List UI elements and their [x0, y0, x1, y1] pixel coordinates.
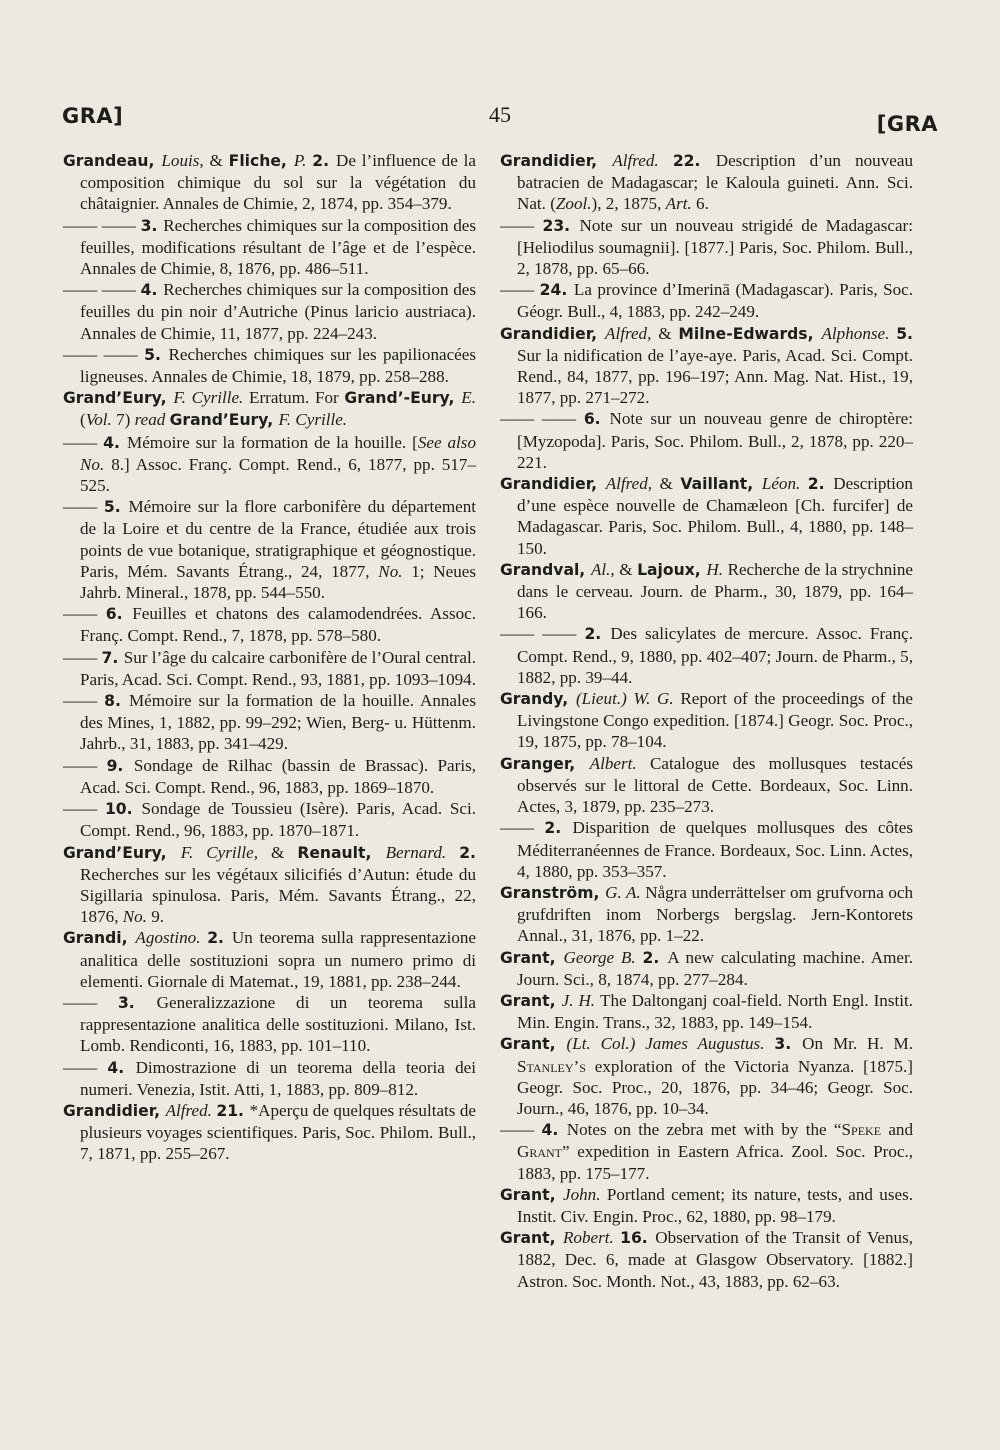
bibliography-entry	[500, 817, 913, 882]
entry-number: 22.	[672, 152, 716, 170]
entry-text: Sur la nidification de l’aye-aye. Paris, Acad. Sci. Compt. Rend., 84, 1877, pp. 196–197; Ann. Mag. Nat. Hist., 19, 1877, pp. 271–272.	[517, 345, 913, 408]
bibliography-entry	[500, 1184, 913, 1227]
entry-text: —— ——	[63, 280, 141, 300]
entry-text: Alphonse.	[821, 323, 897, 343]
entry-number: 7.	[101, 648, 124, 667]
entry-text: —— ——	[63, 344, 145, 364]
entry-text: La province d’Imerinā (Madagascar). Paris, Soc. Géogr. Bull., 4, 1883, pp. 242–249.	[517, 280, 913, 322]
entry-text: ——	[63, 647, 102, 667]
entry-text: Recherches sur les végétaux silicifiés d’Autun: étude du Sigillaria spinulosa. Paris, Mém. Savants Étrang., 22, 1876,	[80, 864, 476, 927]
right-column	[500, 150, 913, 1292]
bibliography-entry	[500, 882, 913, 947]
entry-text: Des salicylates de mercure. Assoc. Franç. Compt. Rend., 9, 1880, pp. 402–407; Journ. de Pharm., 5, 1882, pp. 39–44.	[517, 624, 914, 687]
bibliography-entry	[500, 990, 913, 1033]
entry-number: 10.	[104, 800, 142, 819]
bibliography-entry	[63, 387, 476, 431]
entry-text: Grant	[517, 1142, 563, 1162]
entry-text: Description d’une espèce nouvelle de Chamæleon [Ch. furcifer] de Madagascar. Paris, Soc. Philom. Bull., 4, 1880, pp. 148–150.	[517, 474, 913, 558]
entry-text: Speke	[841, 1120, 889, 1140]
entry-number: 23.	[542, 216, 580, 235]
entry-text: Zool.	[555, 194, 592, 214]
entry-number: 9.	[106, 756, 134, 775]
entry-text: Note sur un nouveau genre de chiroptère: [Myzopoda]. Paris, Soc. Philom. Bull., 2, 1878, pp. 220–221.	[517, 409, 914, 472]
entry-text: A new calculating machine. Amer. Journ. Sci., 8, 1874, pp. 277–284.	[517, 947, 914, 989]
entry-text: Recherches chimiques sur la composition des feuilles, modifications résultant de l’âge et de l’espèce. Annales de Chimie, 8, 1876, pp. 486–511.	[80, 215, 477, 279]
entry-text: Al.,	[590, 559, 620, 579]
entry-number: 3.	[774, 1035, 803, 1054]
author-name: Renault,	[297, 843, 386, 862]
author-name: Vaillant,	[680, 475, 762, 494]
entry-text: and	[888, 1120, 914, 1140]
bibliography-entry	[63, 1057, 476, 1100]
author-name: Grandidier,	[500, 152, 613, 170]
entry-text: H.	[706, 559, 728, 579]
entry-text: ——	[63, 604, 106, 624]
entry-text: P.	[293, 151, 313, 170]
author-name: Grand’Eury,	[63, 389, 174, 408]
bibliography-entry	[63, 755, 476, 798]
entry-text: Léon.	[761, 474, 808, 494]
author-name: Grant,	[500, 991, 562, 1010]
entry-text: John.	[562, 1184, 607, 1204]
entry-text: Albert.	[589, 753, 650, 773]
entry-text: —— ——	[500, 624, 585, 644]
entry-number: 2.	[544, 819, 573, 838]
entry-text: ——	[63, 992, 118, 1012]
entry-text: 9.	[151, 907, 165, 927]
bibliography-entry	[500, 215, 913, 280]
entry-text: *Aperçu de quelques résultats de plusieurs voyages scientifiques. Paris, Soc. Philom. Bull., 7, 1871, pp. 255–267.	[80, 1100, 476, 1164]
entry-number: 24.	[539, 281, 574, 300]
entry-text: (Lieut.) W. G.	[575, 689, 681, 709]
entry-text: J. H.	[561, 990, 601, 1010]
entry-number: 5.	[103, 498, 129, 517]
bibliography-entry	[500, 150, 913, 215]
entry-number: 2.	[642, 948, 668, 967]
entry-number: 2.	[459, 843, 476, 862]
entry-text: ——	[500, 818, 545, 838]
running-head-left: GRA]	[62, 104, 124, 128]
author-name: Grant,	[500, 1185, 563, 1204]
bibliography-entry	[63, 1100, 476, 1165]
bibliography-entry	[63, 150, 476, 215]
entry-text: Report of the proceedings of the Livingstone Congo expedition. [1874.] Geogr. Soc. Proc., 19, 1875, pp. 78–104.	[517, 689, 913, 752]
author-name: Grand’-Eury,	[344, 389, 462, 408]
entry-text: Feuilles et chatons des calamodendrées. Assoc. Franç. Compt. Rend., 7, 1878, pp. 578–580.	[80, 604, 476, 646]
entry-text: Alfred,	[605, 474, 660, 494]
entry-text: ——	[63, 755, 107, 775]
entry-text: Notes on the zebra met with by the “	[566, 1120, 842, 1140]
entry-text: Mémoire sur la formation de la houille. [	[127, 432, 418, 452]
entry-text: The Daltonganj coal-field. North Engl. Instit. Min. Engin. Trans., 32, 1883, pp. 149–154.	[517, 990, 914, 1033]
entry-text: Sondage de Rilhac (bassin de Brassac). Paris, Acad. Sci. Compt. Rend., 96, 1883, pp. 1869–1870.	[80, 755, 476, 797]
entry-text: ——	[500, 1120, 542, 1140]
author-name: Grandidier,	[500, 324, 606, 343]
author-name: Milne-Edwards,	[678, 324, 822, 343]
entry-number: 21.	[216, 1101, 250, 1120]
entry-number: 3.	[117, 993, 157, 1012]
entry-text: Sur l’âge du calcaire carbonifère de l’Oural central. Paris, Acad. Sci. Compt. Rend., 93, 1881, pp. 1093–1094.	[80, 647, 477, 689]
bibliography-entry	[500, 1119, 913, 1184]
author-name: Grant,	[500, 1035, 567, 1054]
entry-text: Description d’un nouveau batracien de Madagascar; le Kaloula guineti. Ann. Sci. Nat. (	[517, 151, 913, 214]
entry-text: Un teorema sulla rappresentazione analitica delle sostituzioni sopra un numero primo di elementi. Giornale di Matemat., 19, 1881, pp. 238–244.	[80, 928, 477, 991]
author-name: Grandeau,	[63, 152, 162, 170]
entry-text: —— ——	[63, 215, 141, 235]
entry-text: F. Cyrille.	[173, 388, 250, 408]
entry-text: ——	[63, 1057, 108, 1077]
entry-text: Bernard.	[385, 842, 460, 862]
entry-text: Agostino.	[135, 928, 208, 948]
entry-text: Alfred.	[612, 151, 673, 170]
entry-text: 1; Neues Jahrb. Mineral., 1878, pp. 544–550.	[80, 561, 476, 603]
bibliography-entry	[500, 1227, 913, 1292]
bibliography-entry	[63, 279, 476, 344]
author-name: Granger,	[500, 754, 590, 773]
author-name: Fliche,	[228, 152, 294, 170]
entry-text: Louis,	[161, 151, 210, 170]
bibliography-entry	[63, 344, 476, 387]
bibliography-entry	[63, 432, 476, 497]
entry-text: (	[80, 410, 86, 430]
entry-text: ——	[63, 691, 105, 711]
entry-text: F. Cyrille.	[278, 410, 348, 430]
entry-text: &	[658, 323, 679, 343]
entry-number: 4.	[103, 433, 128, 452]
entry-text: ——	[63, 799, 105, 819]
entry-text: ), 2, 1875,	[591, 194, 666, 214]
entry-text: 7)	[116, 410, 135, 430]
author-name: Lajoux,	[637, 560, 707, 579]
bibliography-entry	[63, 603, 476, 646]
entry-text: E.	[461, 388, 476, 408]
entry-text: Portland cement; its nature, tests, and uses. Instit. Civ. Engin. Proc., 62, 1880, pp. 98–179.	[517, 1184, 914, 1226]
author-name: Grandy,	[500, 690, 576, 709]
entry-text: ——	[500, 215, 543, 235]
entry-number: 2.	[312, 152, 336, 170]
bibliography-entry	[500, 473, 913, 559]
entry-text: Robert.	[562, 1228, 621, 1248]
entry-text: Observation of the Transit of Venus, 1882, Dec. 6, made at Glasgow Observatory. [1882.] Astron. Soc. Month. Not., 43, 1883, pp. 62–63.	[517, 1228, 913, 1291]
author-name: Grand’Eury,	[169, 411, 279, 430]
entry-text: ——	[63, 432, 104, 452]
entry-text: &	[271, 842, 298, 862]
bibliography-entry	[500, 279, 913, 322]
entry-number: 2.	[584, 625, 611, 644]
running-head	[62, 100, 938, 134]
bibliography-entry	[500, 408, 913, 473]
page-number: 45	[489, 102, 511, 127]
bibliography-entry	[500, 623, 913, 688]
entry-text: F. Cyrille,	[180, 842, 272, 862]
entry-text: Recherche de la strychnine dans le cerveau. Journ. de Pharm., 30, 1879, pp. 164–166.	[517, 559, 913, 623]
entry-text: Några underrättelser om grufvorna och grufdriften inom Norbergs bergslag. Jern-Kontorets Annal., 31, 1876, pp. 1–22.	[517, 882, 913, 946]
entry-text: 6.	[696, 194, 709, 214]
entry-text: Dimostrazione di un teorema della teoria dei numeri. Venezia, Istit. Atti, 1, 1883, pp. 809–812.	[80, 1057, 476, 1099]
bibliography-entry	[500, 559, 913, 624]
entry-text: Note sur un nouveau strigidé de Madagascar: [Heliodilus soumagnii]. [1877.] Paris, Soc. Philom. Bull., 2, 1878, pp. 65–66.	[517, 215, 913, 279]
entry-text: George B.	[563, 947, 643, 967]
bibliography-entry	[63, 927, 476, 992]
entry-number: 5.	[144, 345, 169, 364]
entry-text: Mémoire sur la formation de la houille. Annales des Mines, 1, 1882, pp. 99–292; Wien, Berg- u. Hüttenm. Jahrb., 31, 1883, pp. 341–429.	[80, 691, 476, 754]
entry-text: ——	[500, 280, 540, 300]
entry-text: Alfred.	[165, 1100, 217, 1120]
entry-text: 8.] Assoc. Franç. Compt. Rend., 6, 1877, pp. 517–525.	[80, 454, 476, 496]
entry-text: G. A.	[605, 882, 646, 902]
bibliography-entry	[500, 688, 913, 753]
entry-number: 6.	[583, 410, 610, 429]
entry-number: 2.	[807, 475, 834, 494]
entry-text: &	[619, 559, 638, 579]
bibliography-entry	[63, 690, 476, 755]
entry-text: Mémoire sur la flore carbonifère du département de la Loire et du centre de la France, étudiée aux trois points de vue botanique, stratigraphique et géognostique. Paris, Mém. Savants Étrang., 24, 1877,	[80, 497, 477, 581]
entry-text: (Lt. Col.) James Augustus.	[566, 1034, 775, 1054]
entry-text: Generalizzazione di un teorema sulla rappresentazione analitica delle sostituzioni. Milano, Ist. Lomb. Rendiconti, 16, 1883, pp. 101–110.	[80, 992, 477, 1056]
entry-text: Vol.	[85, 410, 117, 430]
entry-text: Disparition de quelques mollusques des côtes Méditerranéennes de France. Bordeaux, Soc. Linn. Actes, 4, 1880, pp. 353–357.	[517, 818, 914, 881]
entry-text: Sondage de Toussieu (Isère). Paris, Acad. Sci. Compt. Rend., 96, 1883, pp. 1870–1871.	[80, 799, 476, 841]
entry-text: read	[134, 410, 170, 430]
entry-number: 2.	[207, 929, 232, 948]
author-name: Granström,	[500, 883, 606, 902]
author-name: Grant,	[500, 1229, 563, 1248]
bibliography-entry	[63, 992, 476, 1057]
entry-number: 16.	[620, 1229, 656, 1248]
entry-number: 8.	[104, 692, 129, 711]
entry-number: 4.	[541, 1121, 567, 1140]
bibliography-entry	[63, 798, 476, 841]
left-column	[63, 150, 476, 1165]
bibliography-entry	[500, 323, 913, 409]
author-name: Grandval,	[500, 560, 591, 579]
bibliography-entry	[63, 647, 476, 690]
author-name: Grandidier,	[500, 475, 606, 494]
entry-text: Stanley’s	[517, 1056, 595, 1076]
entry-number: 4.	[140, 281, 164, 300]
bibliography-entry	[500, 753, 913, 818]
entry-text: exploration of the Victoria Nyanza. [1875.] Geogr. Soc. Proc., 20, 1876, pp. 34–46; Geogr. Soc. Journ., 46, 1876, pp. 10–34.	[517, 1056, 913, 1118]
entry-text: ” expedition in Eastern Africa. Zool. Soc. Proc., 1883, pp. 175–177.	[517, 1142, 913, 1183]
entry-text: ——	[63, 497, 104, 517]
entry-text: Art.	[665, 194, 697, 214]
entry-text: See also No.	[80, 432, 476, 474]
bibliography-entry	[500, 947, 913, 990]
entry-text: No.	[122, 907, 152, 927]
entry-number: 4.	[107, 1058, 136, 1077]
entry-number: 5.	[896, 324, 913, 343]
author-name: Grant,	[500, 948, 564, 967]
entry-text: No.	[378, 561, 412, 581]
bibliography-entry	[63, 215, 476, 280]
entry-text: —— ——	[500, 409, 584, 429]
entry-text: Catalogue des mollusques testacés observés sur le littoral de Cette. Bordeaux, Soc. Linn. Actes, 3, 1879, pp. 235–273.	[517, 753, 913, 817]
entry-text: Recherches chimiques sur la composition des feuilles du pin noir d’Autriche (Pinus laricio austriaca). Annales de Chimie, 11, 1877, pp. 224–243.	[80, 280, 477, 343]
author-name: Grandidier,	[63, 1101, 166, 1120]
entry-text: &	[659, 474, 681, 494]
author-name: Grand’Eury,	[63, 843, 181, 862]
entry-text: Erratum. For	[249, 388, 345, 408]
entry-text: Recherches chimiques sur les papilionacées ligneuses. Annales de Chimie, 18, 1879, pp. 258–288.	[80, 344, 477, 387]
entry-text: Alfred,	[605, 323, 659, 343]
author-name: Grandi,	[63, 929, 136, 948]
running-head-right: [GRA	[876, 112, 938, 136]
bibliography-entry	[500, 1033, 913, 1119]
entry-number: 6.	[105, 605, 133, 624]
entry-text: De l’influence de la composition chimique du sol sur la végétation du châtaignier. Annales de Chimie, 2, 1874, pp. 354–379.	[80, 151, 476, 214]
entry-text: On Mr. H. M.	[802, 1034, 914, 1054]
entry-text: &	[209, 151, 229, 170]
bibliography-entry	[63, 842, 476, 928]
bibliography-entry	[63, 496, 476, 603]
entry-number: 3.	[140, 216, 164, 235]
